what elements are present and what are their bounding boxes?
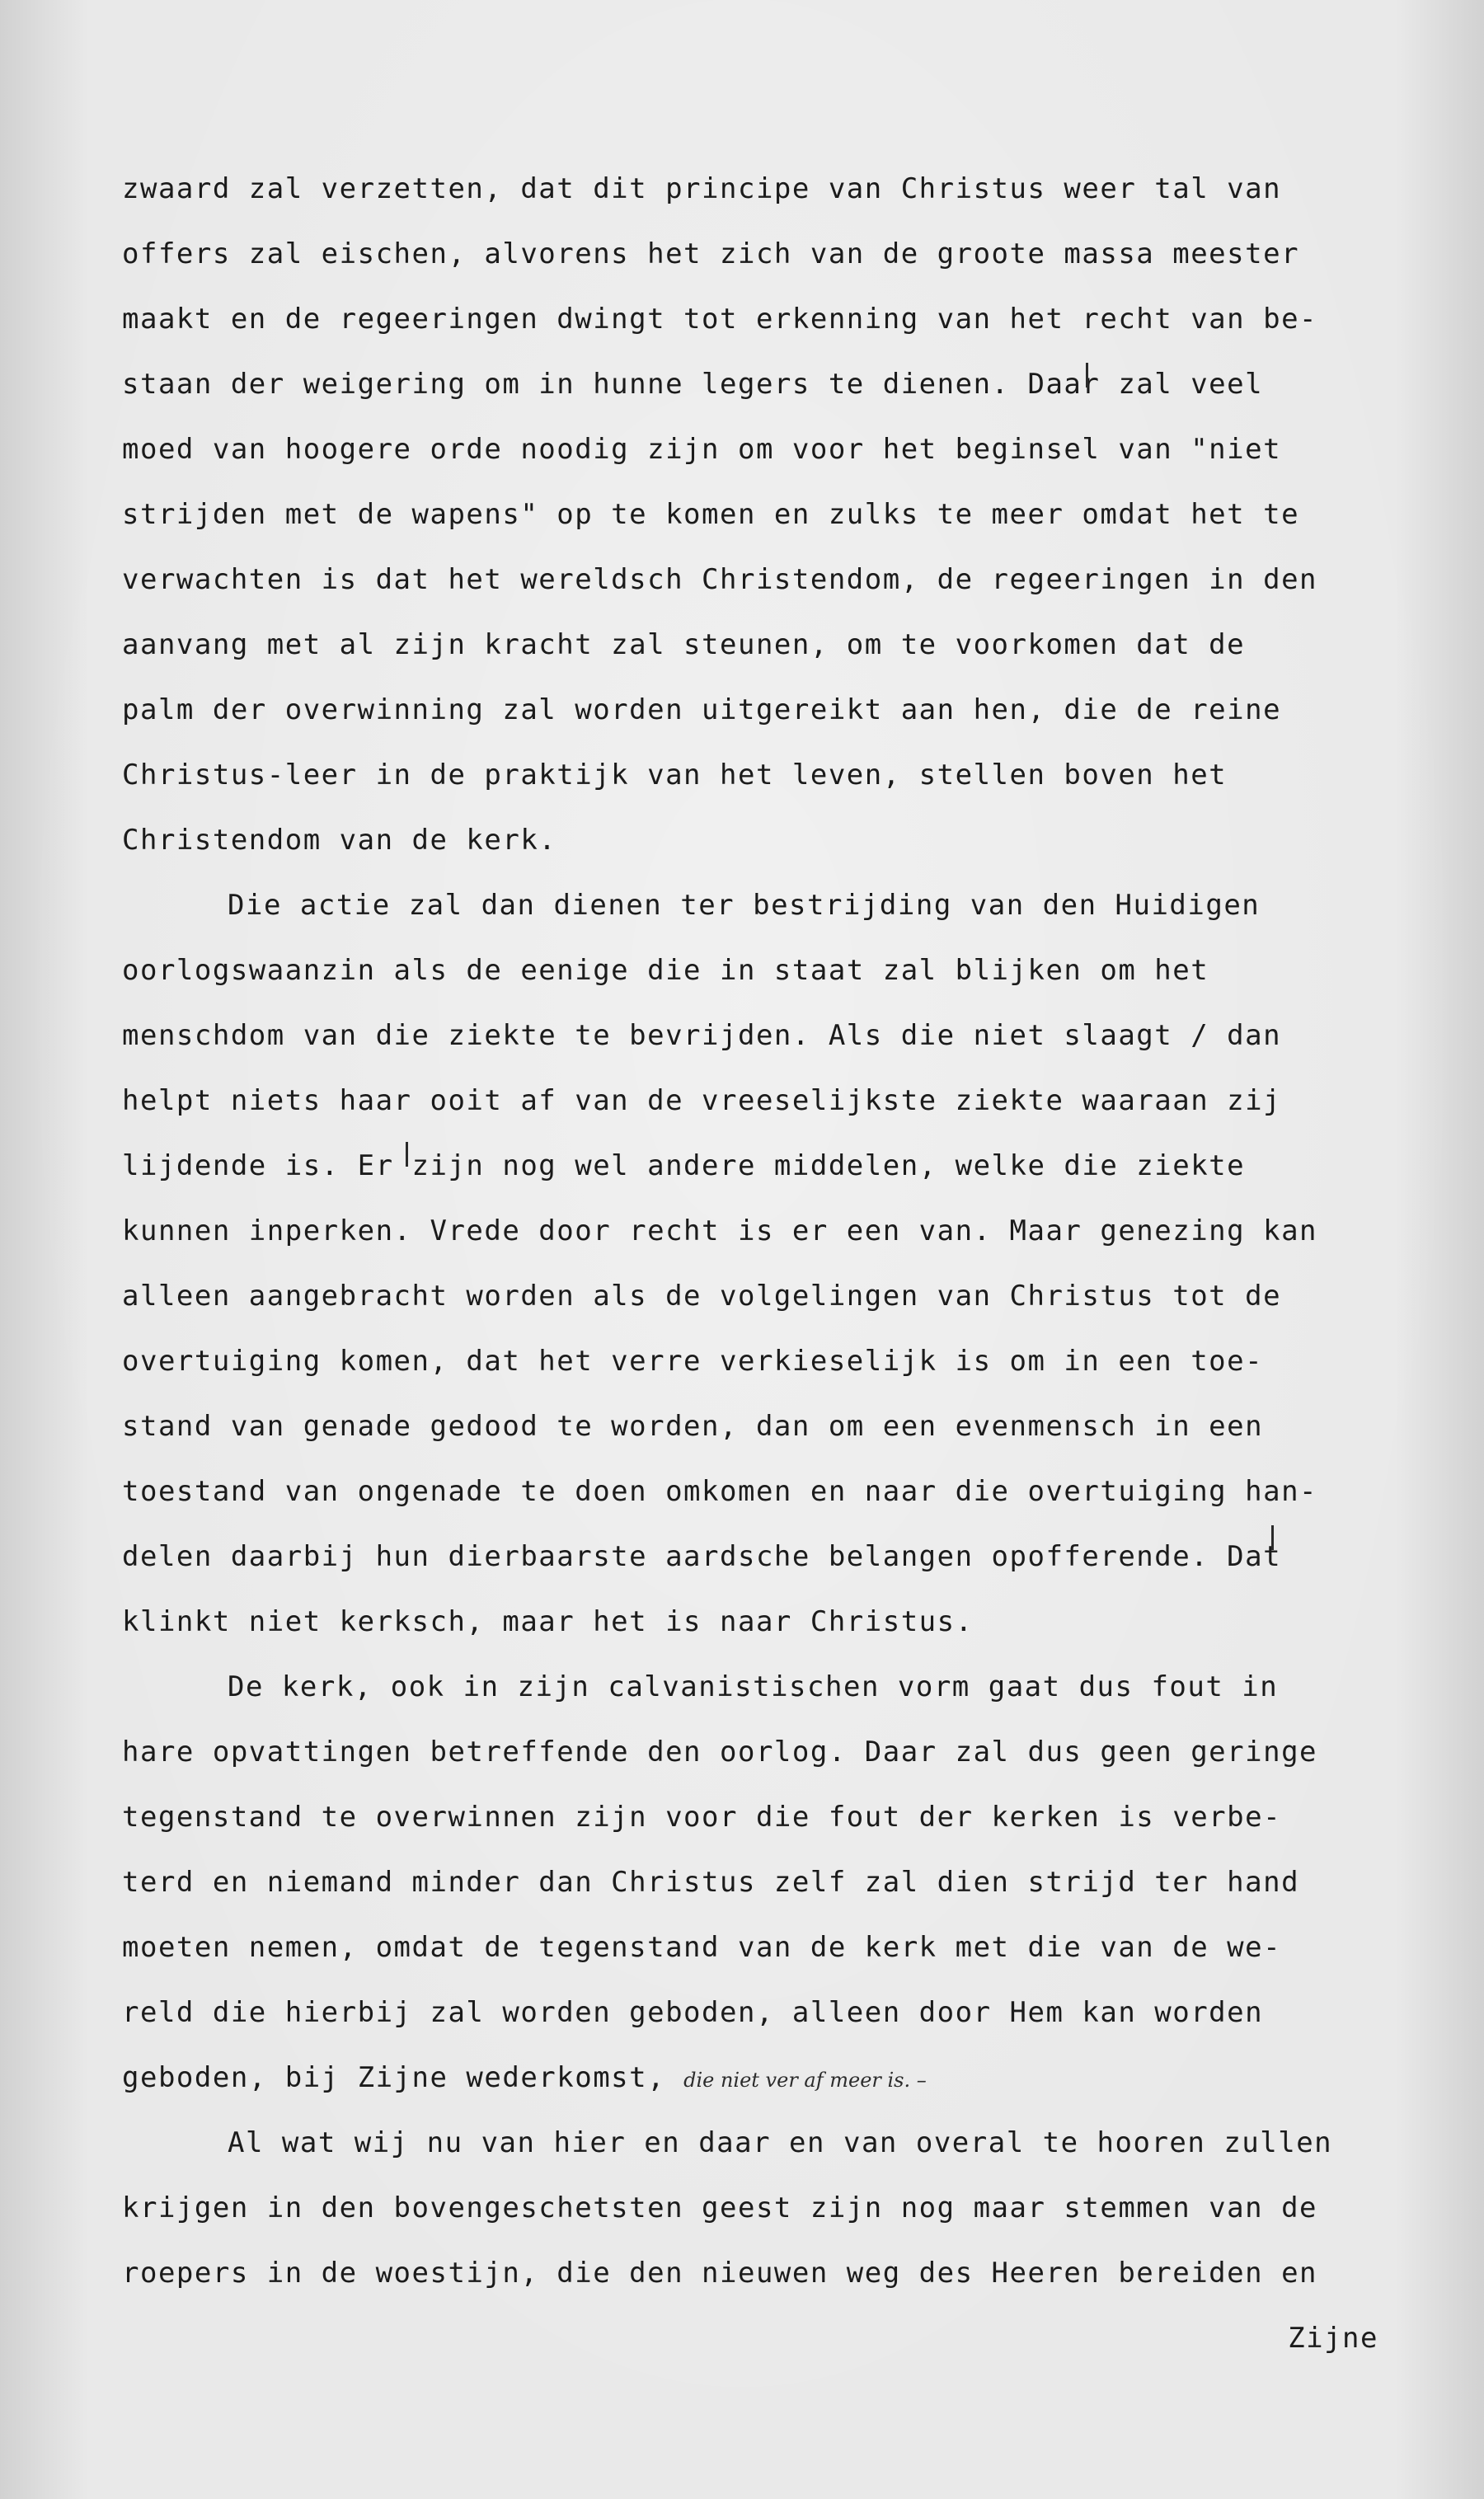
text-line: Christus-leer in de praktijk van het leven, stellen boven het (122, 759, 1228, 792)
paragraph-break-mark (1261, 1525, 1274, 1550)
text-line: Al wat wij nu van hier en daar en van overal te hooren zullen (228, 2126, 1333, 2159)
handwritten-addition: die niet ver af meer is. – (683, 2069, 927, 2092)
text-line: aanvang met al zijn kracht zal steunen, om te voorkomen dat de (122, 628, 1246, 661)
text-line: stand van genade gedood te worden, dan om een evenmensch in een (122, 1410, 1264, 1443)
paragraph-2 (122, 873, 1408, 1655)
text-line: reld die hierbij zal worden geboden, alleen door Hem kan worden (122, 1996, 1264, 2029)
text-line: Christendom van de kerk. (122, 824, 557, 857)
text-line: toestand van ongenade te doen omkomen en naar die overtuiging han- (122, 1475, 1318, 1508)
paragraph-break-mark (396, 1142, 408, 1167)
text-line: roepers in de woestijn, die den nieuwen weg des Heeren bereiden en (122, 2257, 1318, 2290)
text-line: oorlogswaanzin als de eenige die in staat zal blijken om het (122, 954, 1209, 987)
text-line: menschdom van die ziekte te bevrijden. Als die niet slaagt / dan (122, 1019, 1282, 1052)
text-line: verwachten is dat het wereldsch Christendom, de regeeringen in den (122, 563, 1318, 596)
text-line: moeten nemen, omdat de tegenstand van de kerk met die van de we- (122, 1931, 1282, 1964)
page-text (122, 157, 1408, 2371)
text-line: maakt en de regeeringen dwingt tot erkenning van het recht van be- (122, 303, 1318, 336)
text-line: zwaard zal verzetten, dat dit principe van Christus weer tal van (122, 172, 1282, 205)
text-line: krijgen in den bovengeschetsten geest zijn nog maar stemmen van de (122, 2191, 1318, 2224)
paragraph-1 (122, 157, 1408, 873)
text-line: palm der overwinning zal worden uitgereikt aan hen, die de reine (122, 693, 1282, 726)
text-line: staan der weigering om in hunne legers te dienen. Daar zal veel (122, 368, 1264, 401)
text-line: terd en niemand minder dan Christus zelf zal dien strijd ter hand (122, 1866, 1300, 1899)
text-line: moed van hoogere orde noodig zijn om voor het beginsel van "niet (122, 433, 1282, 466)
text-line: lijdende is. Er zijn nog wel andere middelen, welke die ziekte (122, 1149, 1246, 1182)
text-line: hare opvattingen betreffende den oorlog. Daar zal dus geen geringe (122, 1736, 1318, 1769)
text-line: Die actie zal dan dienen ter bestrijding van den Huidigen (228, 889, 1261, 922)
text-line: delen daarbij hun dierbaarste aardsche belangen opofferende. Dat (122, 1540, 1282, 1573)
text-line (122, 2046, 1408, 2111)
text-line: De kerk, ook in zijn calvanistischen vorm gaat dus fout in (228, 1670, 1279, 1703)
text-line: kunnen inperken. Vrede door recht is er een van. Maar genezing kan (122, 1214, 1318, 1247)
text-line: tegenstand te overwinnen zijn voor die fout der kerken is verbe- (122, 1801, 1282, 1834)
paragraph-break-mark (1076, 363, 1088, 388)
text-line: klinkt niet kerksch, maar het is naar Christus. (122, 1605, 974, 1638)
text-line: alleen aangebracht worden als de volgelingen van Christus tot de (122, 1280, 1282, 1313)
paragraph-4 (122, 2111, 1408, 2306)
text-line: offers zal eischen, alvorens het zich van de groote massa meester (122, 237, 1300, 270)
text-line: helpt niets haar ooit af van de vreeselijkste ziekte waaraan zij (122, 1084, 1282, 1117)
text-line: strijden met de wapens" op te komen en zulks te meer omdat het te (122, 498, 1300, 531)
catchword: Zijne (1288, 2322, 1378, 2355)
paragraph-3 (122, 1655, 1408, 2111)
text-line: overtuiging komen, dat het verre verkieselijk is om in een toe- (122, 1345, 1264, 1378)
typed-text: geboden, bij Zijne wederkomst, (122, 2061, 666, 2094)
